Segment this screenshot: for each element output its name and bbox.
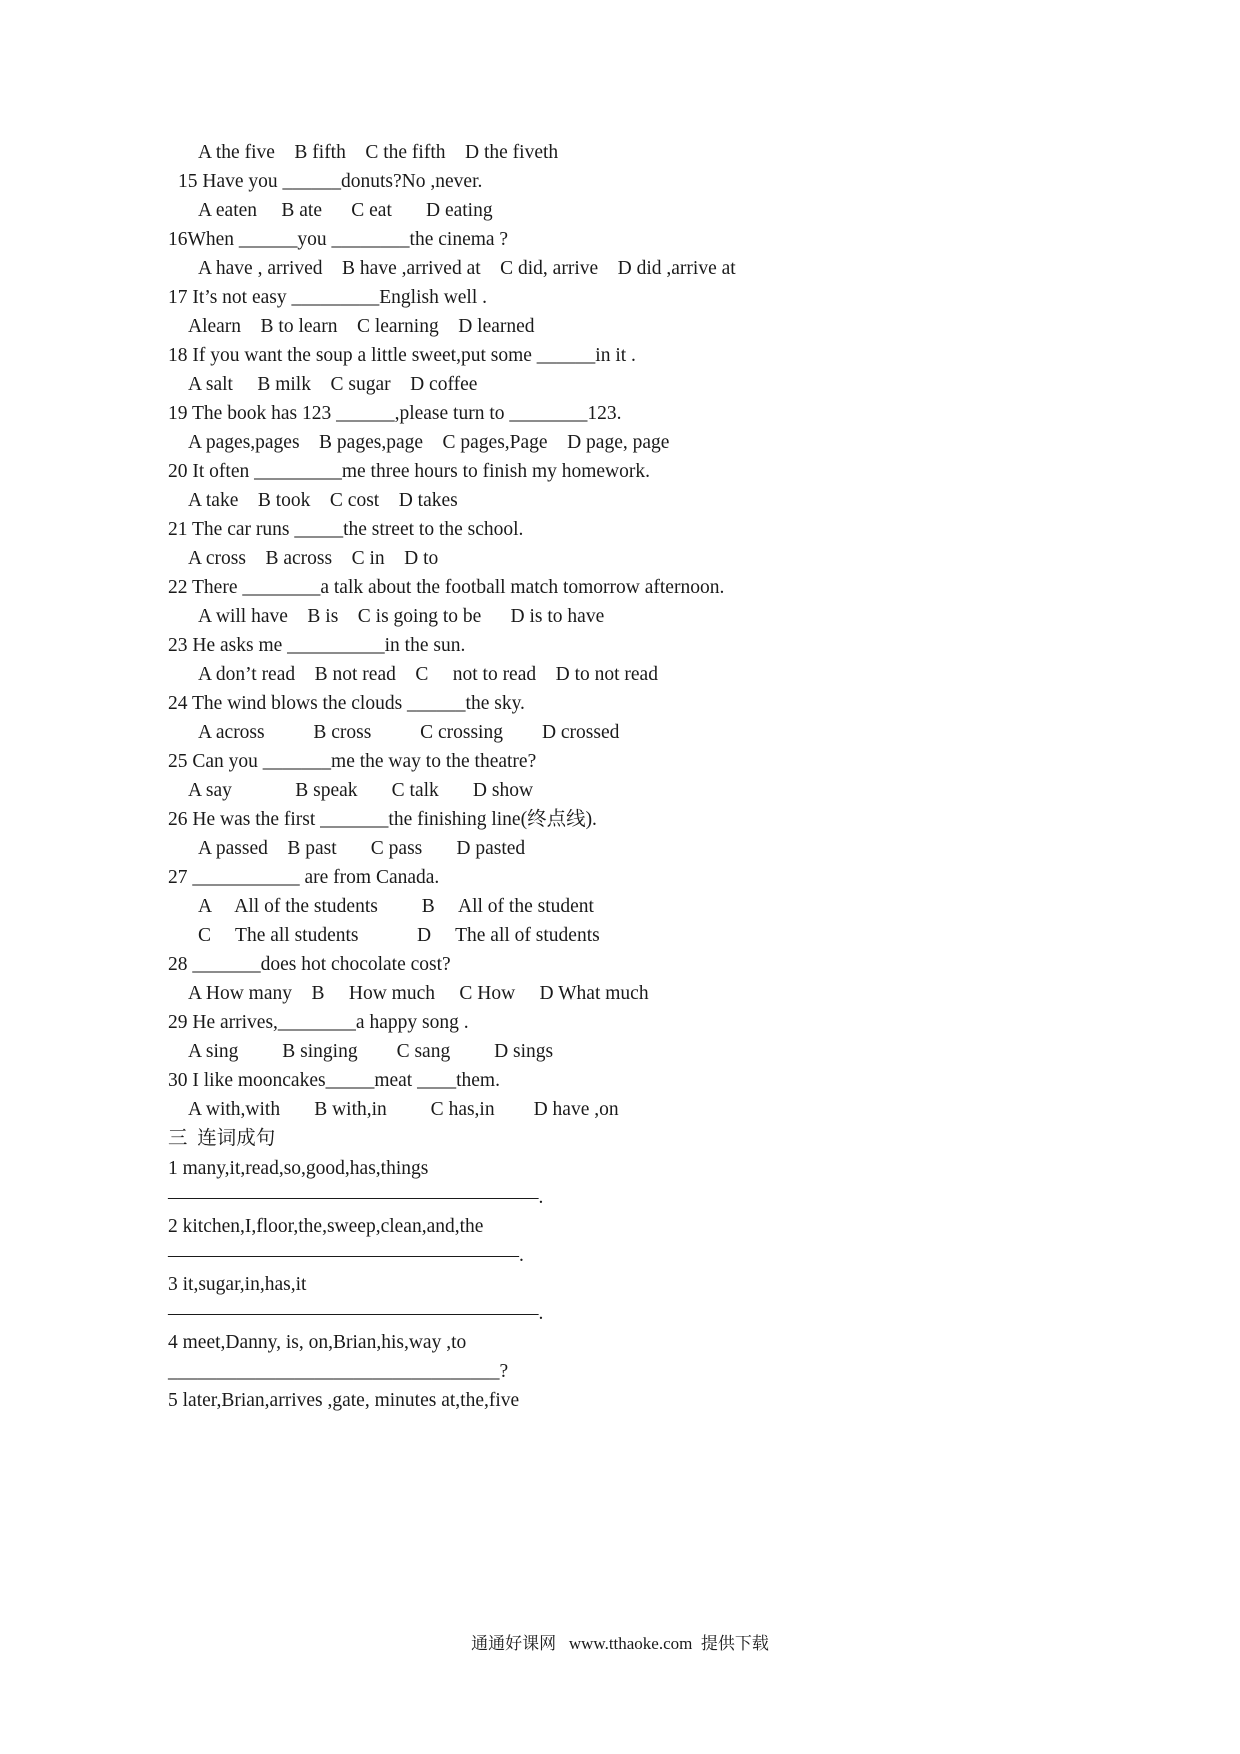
text-line: 17 It’s not easy _________English well .	[168, 287, 488, 308]
text-line: 24 The wind blows the clouds ______the sky.	[168, 693, 525, 714]
text-line: 21 The car runs _____the street to the school.	[168, 519, 524, 540]
text-line: 1 many,it,read,so,good,has,things	[168, 1158, 429, 1179]
text-line: 15 Have you ______donuts?No ,never.	[178, 171, 483, 192]
text-line: A will have B is C is going to be D is to have	[198, 606, 605, 627]
text-line: 5 later,Brian,arrives ,gate, minutes at,the,five	[168, 1390, 520, 1411]
text-line: 4 meet,Danny, is, on,Brian,his,way ,to	[168, 1332, 467, 1353]
text-line: A have , arrived B have ,arrived at C did, arrive D did ,arrive at	[198, 258, 736, 279]
text-line: 23 He asks me __________in the sun.	[168, 635, 466, 656]
page-footer: 通通好课网 www.tthaoke.com 提供下载	[471, 1634, 769, 1653]
text-line: ——————————————————.	[168, 1245, 524, 1266]
text-line: 三 连词成句	[168, 1128, 276, 1149]
text-line: A say B speak C talk D show	[188, 780, 534, 801]
text-line: A don’t read B not read C not to read D to not read	[198, 664, 658, 685]
text-line: A salt B milk C sugar D coffee	[188, 374, 478, 395]
text-line: A the five B fifth C the fifth D the fiveth	[198, 142, 559, 163]
text-line: 16When ______you ________the cinema ?	[168, 229, 509, 250]
text-line: __________________________________?	[168, 1361, 509, 1382]
text-line: 2 kitchen,I,floor,the,sweep,clean,and,the	[168, 1216, 484, 1237]
text-line: 20 It often _________me three hours to finish my homework.	[168, 461, 651, 482]
text-line: A How many B How much C How D What much	[188, 983, 649, 1004]
text-line: 25 Can you _______me the way to the theatre?	[168, 751, 537, 772]
text-line: 22 There ________a talk about the football match tomorrow afternoon.	[168, 577, 725, 598]
text-line: A passed B past C pass D pasted	[198, 838, 526, 859]
text-line: A cross B across C in D to	[188, 548, 439, 569]
text-line: 3 it,sugar,in,has,it	[168, 1274, 307, 1295]
text-line: A sing B singing C sang D sings	[188, 1041, 554, 1062]
text-line: 26 He was the first _______the finishing line(终点线).	[168, 809, 597, 830]
text-line: Alearn B to learn C learning D learned	[188, 316, 535, 337]
text-line: A All of the students B All of the student	[198, 896, 594, 917]
text-line: 28 _______does hot chocolate cost?	[168, 954, 451, 975]
text-line: ———————————————————.	[168, 1187, 544, 1208]
text-line: 29 He arrives,________a happy song .	[168, 1012, 469, 1033]
text-line: A take B took C cost D takes	[188, 490, 458, 511]
text-line: 18 If you want the soup a little sweet,put some ______in it .	[168, 345, 636, 366]
text-line: ———————————————————.	[168, 1303, 544, 1324]
text-line: A across B cross C crossing D crossed	[198, 722, 620, 743]
text-line: A pages,pages B pages,page C pages,Page D page, page	[188, 432, 670, 453]
text-line: C The all students D The all of students	[198, 925, 600, 946]
text-line: 27 ___________ are from Canada.	[168, 867, 440, 888]
text-line: 30 I like mooncakes_____meat ____them.	[168, 1070, 500, 1091]
text-line: A eaten B ate C eat D eating	[198, 200, 493, 221]
text-line: A with,with B with,in C has,in D have ,on	[188, 1099, 619, 1120]
text-line: 19 The book has 123 ______,please turn to ________123.	[168, 403, 622, 424]
